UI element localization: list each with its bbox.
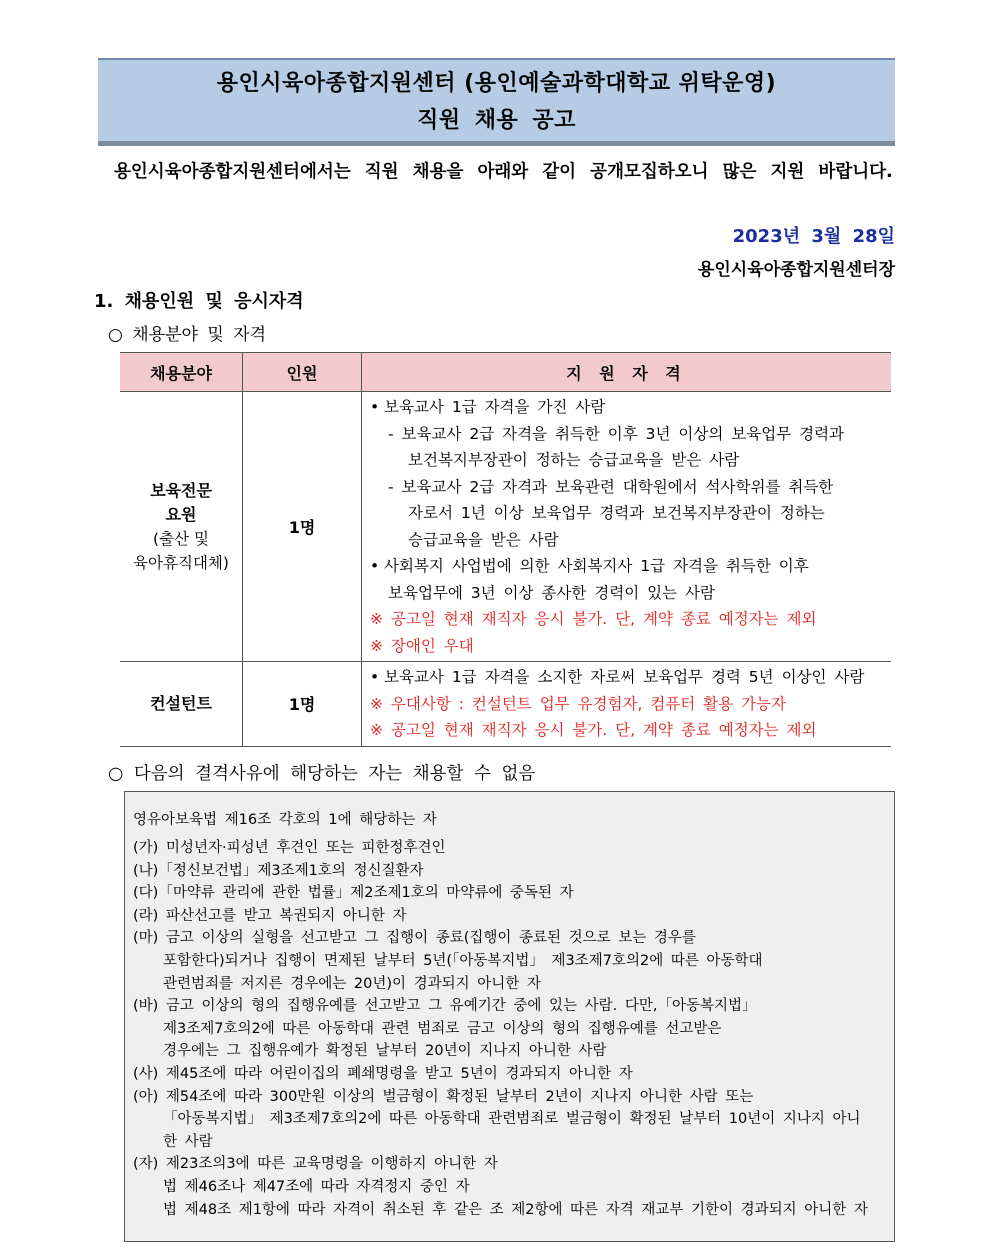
qualification-note: ※ 우대사항 : 컨설턴트 업무 유경험자, 컴퓨터 활용 가능자 <box>370 694 786 713</box>
disqualification-continuation: 법 제46조나 제47조에 따라 자격정지 중인 자 <box>163 1178 470 1195</box>
qualification-cell <box>362 392 892 662</box>
disqualification-item: (아) 제54조에 따라 300만원 이상의 벌금형이 확정된 날부터 2년이 지나지 아니한 사람 또는 <box>133 1088 754 1105</box>
qualification-subitem: 보육업무에 3년 이상 종사한 경력이 있는 사람 <box>388 583 715 602</box>
field-name: 보육전문 <box>150 480 212 500</box>
intro-paragraph: 용인시육아종합지원센터에서는 직원 채용을 아래와 같이 공개모집하오니 많은 지원 바랍니다. <box>114 162 893 182</box>
bullet-icon: • <box>370 398 380 416</box>
field-note: 육아휴직대체) <box>133 553 229 572</box>
field-note: (출산 및 <box>153 529 209 548</box>
section-1-subtitle: ○ 채용분야 및 자격 <box>108 325 266 345</box>
qualification-item: • 보육교사 1급 자격을 가진 사람 <box>370 394 889 421</box>
disqualification-continuation: 법 제48조 제1항에 따라 자격이 취소된 후 같은 조 제2항에 따른 자격 재교부 기한이 경과되지 아니한 자 <box>163 1201 868 1218</box>
qualification-note: ※ 공고일 현재 재직자 응시 불가. 단, 계약 종료 예정자는 제외 <box>370 610 817 628</box>
qualification-subitem: - 보육교사 2급 자격과 보육관련 대학원에서 석사학위를 취득한 <box>388 477 834 496</box>
qualification-item: • 사회복지 사업법에 의한 사회복지사 1급 자격을 취득한 이후 <box>370 553 889 580</box>
field-name: 요원 <box>165 504 197 524</box>
qualification-subitem: 승급교육을 받은 사람 <box>408 530 559 549</box>
disqualification-continuation: 경우에는 그 집행유예가 확정된 날부터 20년이 지나지 아니한 사람 <box>163 1043 607 1060</box>
table-header-row <box>120 353 891 392</box>
announcement-date: 2023년 3월 28일 <box>732 226 895 247</box>
qualification-note: ※ 장애인 우대 <box>370 636 474 655</box>
qualification-note: ※ 공고일 현재 재직자 응시 불가. 단, 계약 종료 예정자는 제외 <box>370 721 817 739</box>
disqualification-continuation: 제3조제7호의2에 따른 아동학대 관련 범죄로 금고 이상의 형의 집행유예를 선고받은 <box>163 1020 722 1037</box>
disqualification-item: (바) 금고 이상의 형의 집행유예를 선고받고 그 유예기간 중에 있는 사람. 다만,「아동복지법」 <box>133 998 757 1015</box>
section-2-subtitle: ○ 다음의 결격사유에 해당하는 자는 채용할 수 없음 <box>108 764 536 784</box>
disqualification-title: 영유아보육법 제16조 각호의 1에 해당하는 자 <box>133 812 437 828</box>
disqualification-item: (다)「마약류 관리에 관한 법률」제2조제1호의 마약류에 중독된 자 <box>133 885 574 902</box>
issuer-name: 용인시육아종합지원센터장 <box>697 260 895 280</box>
table-row <box>120 662 891 747</box>
count-cell: 1명 <box>243 392 362 662</box>
qualification-item: • 보육교사 1급 자격을 소지한 자로써 보육업무 경력 5년 이상인 사람 <box>370 664 889 691</box>
disqualification-continuation: 포함한다)되거나 집행이 면제된 날부터 5년(「아동복지법」 제3조제7호의2에 따른 아동학대 <box>163 952 763 969</box>
header-qualification: 지 원 자 격 <box>362 353 892 392</box>
bullet-icon: • <box>370 557 380 575</box>
disqualification-continuation: 한 사람 <box>163 1133 213 1150</box>
disqualification-item: (자) 제23조의3에 따른 교육명령을 이행하지 아니한 자 <box>133 1156 498 1173</box>
qualification-subitem: - 보육교사 2급 자격을 취득한 이후 3년 이상의 보육업무 경력과 <box>388 424 845 443</box>
field-cell <box>120 662 243 747</box>
title-line-1: 용인시육아종합지원센터 (용인예술과학대학교 위탁운영) <box>216 71 777 96</box>
table-row <box>120 392 891 662</box>
field-name: 컨설턴트 <box>150 693 212 713</box>
disqualification-box <box>124 791 895 1242</box>
field-cell <box>120 392 243 662</box>
header-count: 인원 <box>243 353 362 392</box>
disqualification-item: (나)「정신보건법」제3조제1호의 정신질환자 <box>133 862 424 879</box>
qualification-cell <box>362 662 892 747</box>
disqualification-item: (라) 파산선고를 받고 복권되지 아니한 자 <box>133 907 407 924</box>
qualification-subitem: 보건복지부장관이 정하는 승급교육을 받은 사람 <box>408 451 740 469</box>
disqualification-item: (사) 제45조에 따라 어린이집의 폐쇄명령을 받고 5년이 경과되지 아니한 자 <box>133 1065 633 1082</box>
count-cell: 1명 <box>243 662 362 747</box>
title-line-2: 직원 채용 공고 <box>417 108 576 133</box>
bullet-icon: • <box>370 668 380 686</box>
qualification-subitem: 자로서 1년 이상 보육업무 경력과 보건복지부장관이 정하는 <box>408 504 825 522</box>
title-banner <box>98 58 895 146</box>
section-1-title: 1. 채용인원 및 응시자격 <box>94 291 304 312</box>
recruitment-table <box>120 352 891 747</box>
header-field: 채용분야 <box>120 353 243 392</box>
disqualification-continuation: 「아동복지법」 제3조제7호의2에 따른 아동학대 관련범죄로 벌금형이 확정된 날부터 10년이 지나지 아니 <box>163 1111 861 1128</box>
disqualification-item: (마) 금고 이상의 실형을 선고받고 그 집행이 종료(집행이 종료된 것으로 보는 경우를 <box>133 930 696 947</box>
disqualification-item: (가) 미성년자·피성년 후견인 또는 피한정후견인 <box>133 840 446 856</box>
disqualification-continuation: 관련범죄를 저지른 경우에는 20년)이 경과되지 아니한 자 <box>163 975 541 992</box>
